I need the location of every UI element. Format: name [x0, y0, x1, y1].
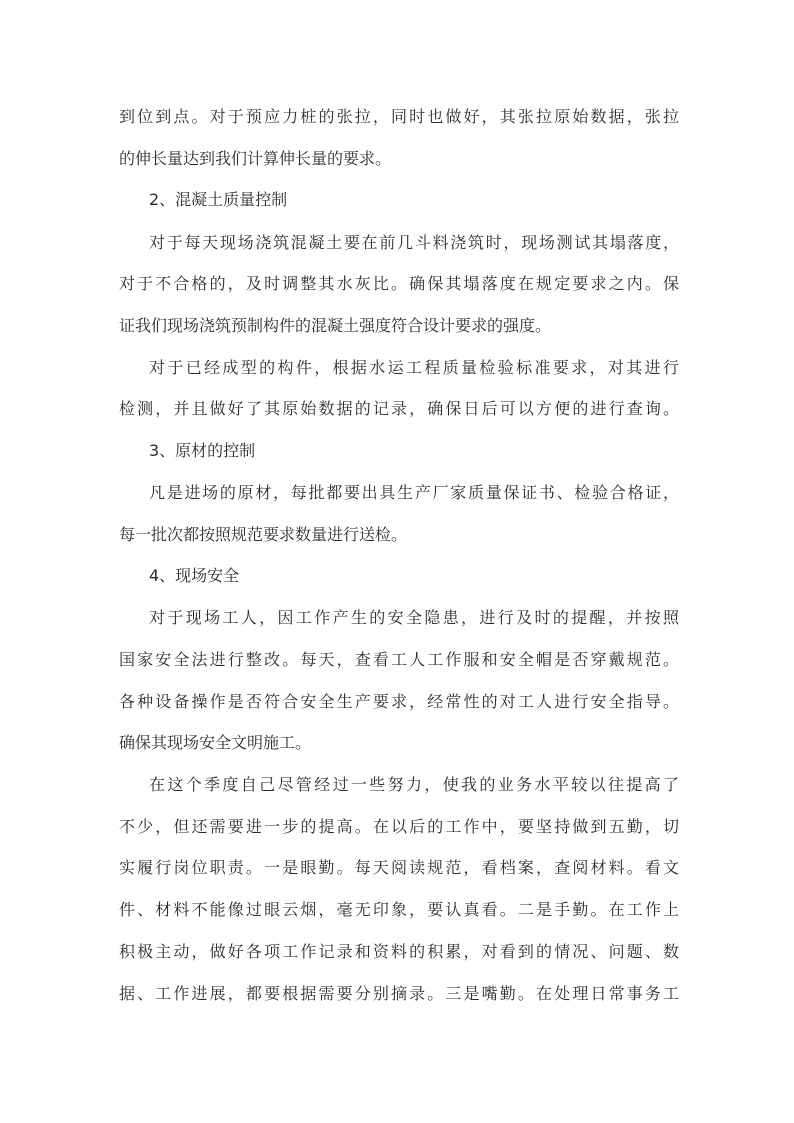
- paragraph-line: 各种设备操作是否符合安全生产要求，经常性的对工人进行安全指导。: [119, 692, 679, 711]
- paragraph-line: 的伸长量达到我们计算伸长量的要求。: [119, 149, 392, 168]
- section-heading: 4、现场安全: [149, 566, 240, 585]
- section-heading: 3、原材的控制: [149, 441, 256, 460]
- section-heading: 2、混凝土质量控制: [149, 190, 288, 209]
- paragraph-line: 实履行岗位职责。一是眼勤。每天阅读规范，看档案，查阅材料。看文: [119, 858, 679, 877]
- paragraph-line: 据、工作进展，都要根据需要分别摘录。三是嘴勤。在处理日常事务工: [119, 984, 679, 1003]
- paragraph-line: 积极主动，做好各项工作记录和资料的积累，对看到的情况、问题、数: [119, 942, 679, 961]
- paragraph-line: 对于不合格的，及时调整其水灰比。确保其塌落度在规定要求之内。保: [119, 274, 679, 293]
- paragraph-line: 证我们现场浇筑预制构件的混凝土强度符合设计要求的强度。: [119, 316, 552, 335]
- paragraph-line: 到位到点。对于预应力桩的张拉，同时也做好，其张拉原始数据，张拉: [119, 107, 679, 126]
- paragraph-line: 每一批次都按照规范要求数量进行送检。: [119, 525, 408, 544]
- paragraph-line: 不少，但还需要进一步的提高。在以后的工作中，要坚持做到五勤，切: [119, 817, 679, 836]
- paragraph-line: 检测，并且做好了其原始数据的记录，确保日后可以方便的进行查询。: [119, 399, 679, 418]
- paragraph-line: 对于现场工人，因工作产生的安全隐患，进行及时的提醒，并按照: [149, 608, 679, 627]
- paragraph-line: 国家安全法进行整改。每天，查看工人工作服和安全帽是否穿戴规范。: [119, 650, 679, 669]
- paragraph-line: 对于已经成型的构件，根据水运工程质量检验标准要求，对其进行: [149, 358, 679, 377]
- paragraph-line: 对于每天现场浇筑混凝土要在前几斗料浇筑时，现场测试其塌落度，: [149, 233, 679, 252]
- paragraph-line: 在这个季度自己尽管经过一些努力，使我的业务水平较以往提高了: [149, 775, 679, 794]
- paragraph-line: 件、材料不能像过眼云烟，毫无印象，要认真看。二是手勤。在工作上: [119, 900, 679, 919]
- paragraph-line: 确保其现场安全文明施工。: [119, 733, 312, 752]
- paragraph-line: 凡是进场的原材，每批都要出具生产厂家质量保证书、检验合格证，: [149, 483, 679, 502]
